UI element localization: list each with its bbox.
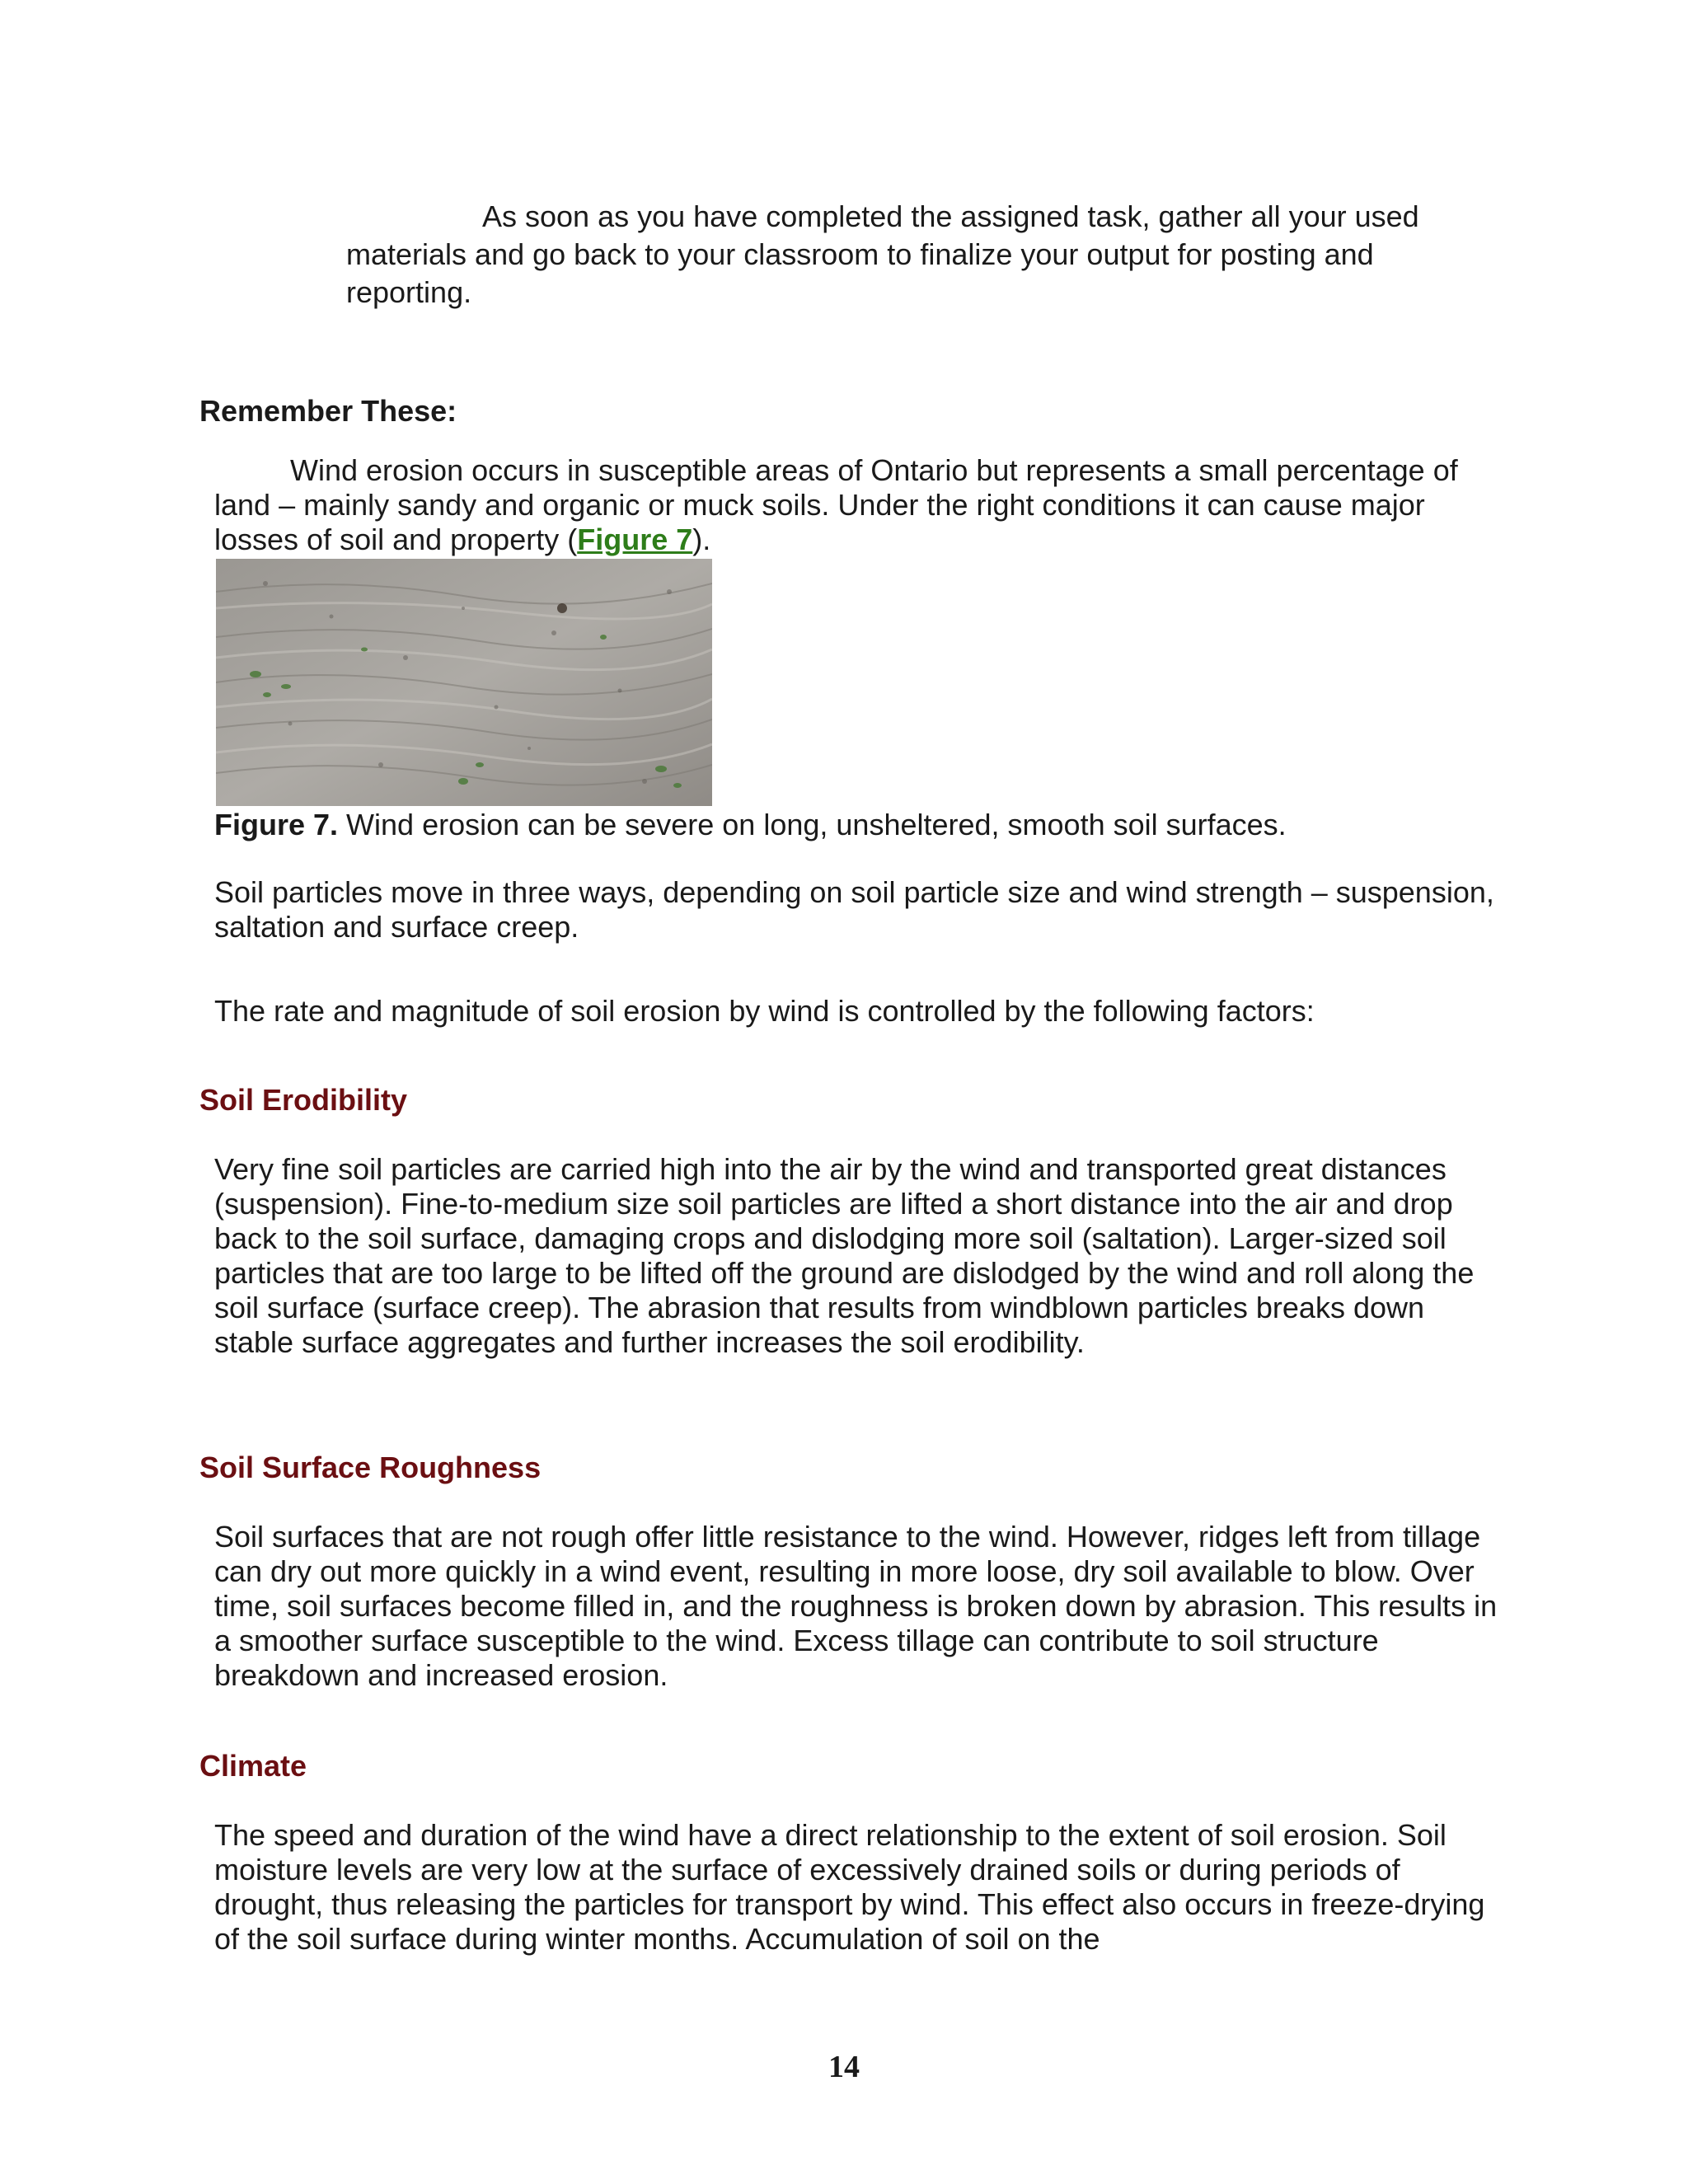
wind-paragraph-closing: ). xyxy=(692,523,711,556)
particles-paragraph: Soil particles move in three ways, depending on soil particle size and wind strength – suspension, saltation and surface creep. xyxy=(214,875,1494,944)
section-text-soil-surface-roughness: Soil surfaces that are not rough offer little resistance to the wind. However, ridges left from tillage can dry out more quickly in a wind event, resulting in more loose, dry soil available to blow. Over time, soil surfaces become filled in, and the roughness is broken down by abrasion. This results in a smoother surface susceptible to the wind. Excess tillage can contribute to soil structure breakdown and increased erosion. xyxy=(214,1520,1498,1692)
remember-heading: Remember These: xyxy=(199,394,457,428)
page-number: 14 xyxy=(828,2050,860,2084)
section-text-climate: The speed and duration of the wind have a direct relationship to the extent of soil erosion. Soil moisture levels are very low at the surface of excessively drained soils or during periods of drought, thus releasing the particles for transport by wind. This effect also occurs in freeze-drying of the soil surface during winter months. Accumulation of soil on the xyxy=(214,1818,1485,1956)
figure-caption-text: Wind erosion can be severe on long, unsheltered, smooth soil surfaces. xyxy=(346,808,1287,841)
figure-caption xyxy=(214,808,1287,842)
figure-label: Figure 7. xyxy=(214,808,339,841)
section-heading-soil-surface-roughness: Soil Surface Roughness xyxy=(199,1451,542,1484)
intro-paragraph xyxy=(346,198,1467,312)
wind-erosion-photo xyxy=(216,559,712,806)
figure-7-link[interactable]: Figure 7 xyxy=(577,523,693,556)
section-heading-soil-erodibility: Soil Erodibility xyxy=(199,1083,408,1117)
section-heading-climate: Climate xyxy=(199,1749,307,1783)
intro-text: As soon as you have completed the assigned task, gather all your used materials and go back to your classroom to finalize your output for posting and reporting. xyxy=(346,199,1419,309)
factors-paragraph: The rate and magnitude of soil erosion by wind is controlled by the following factors: xyxy=(214,994,1315,1028)
wind-erosion-paragraph xyxy=(214,453,1500,557)
section-text-soil-erodibility: Very fine soil particles are carried high into the air by the wind and transported great distances (suspension). Fine-to-medium size soil particles are lifted a short distance into the air and drop back to the soil surface, damaging crops and dislodging more soil (saltation). Larger-sized soil particles that are too large to be lifted off the ground are dislodged by the wind and roll along the soil surface (surface creep). The abrasion that results from windblown particles breaks down stable surface aggregates and further increases the soil erodibility. xyxy=(214,1152,1475,1359)
wind-paragraph-text: Wind erosion occurs in susceptible areas of Ontario but represents a small percentage of land – mainly sandy and organic or muck soils. Under the right conditions it can cause major losses of soil and property ( xyxy=(214,453,1458,556)
